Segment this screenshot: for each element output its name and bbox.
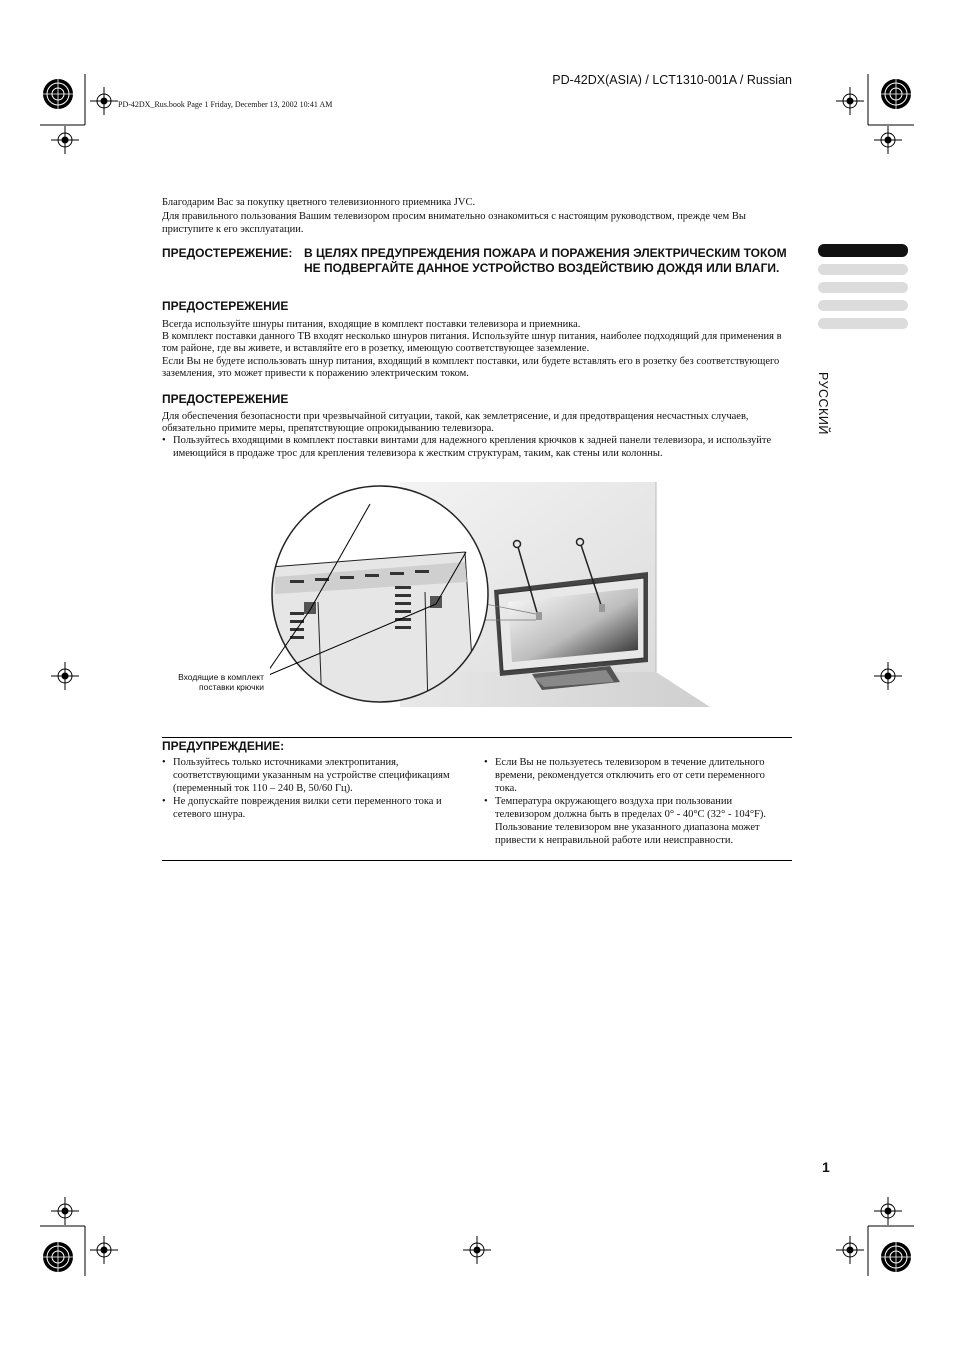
warning-item xyxy=(484,756,784,795)
warning-right-column xyxy=(484,756,784,847)
bullet-marker: • xyxy=(162,757,166,768)
book-info: PD-42DX_Rus.book Page 1 Friday, December 13, 2002 10:41 AM xyxy=(118,100,333,109)
main-caution-label: ПРЕДОСТЕРЕЖЕНИЕ: xyxy=(162,246,293,260)
page-number: 1 xyxy=(822,1159,830,1175)
language-tab[interactable] xyxy=(818,318,908,329)
caution-1-title: ПРЕДОСТЕРЕЖЕНИЕ xyxy=(162,299,289,313)
language-tab[interactable] xyxy=(818,282,908,293)
warning-text: Если Вы не пользуетесь телевизором в течение длительного времени, рекомендуется отключить его от сети переменного тока. xyxy=(495,757,765,794)
warning-bottom-rule xyxy=(162,860,792,861)
language-tab[interactable] xyxy=(818,264,908,275)
warning-item xyxy=(162,756,472,795)
warning-text: Пользуйтесь только источниками электропитания, соответствующими указанным на устройстве спецификациям (переменный ток 110 – 240 В, 50/60 Гц). xyxy=(173,757,450,794)
tv-mounting-illustration xyxy=(270,482,710,707)
warning-text: Не допускайте повреждения вилки сети переменного тока и сетевого шнура. xyxy=(173,796,442,820)
warning-item xyxy=(484,795,784,847)
caution-2-body xyxy=(162,411,794,460)
intro-line-2: Для правильного пользования Вашим телевизором просим внимательно ознакомиться с настоящим руководством, прежде чем Вы приступите к его эксплуатации. xyxy=(162,210,746,235)
warning-title: ПРЕДУПРЕЖДЕНИЕ: xyxy=(162,739,285,753)
hooks-callout: Входящие в комплект поставки крючки xyxy=(178,672,264,692)
main-caution xyxy=(162,246,794,276)
language-tab-active[interactable] xyxy=(818,244,908,257)
warning-text: Температура окружающего воздуха при пользовании телевизором должна быть в пределах 0° - 40°C (32° - 104°F). Пользование телевизором вне указанного диапазона может привести к неправильной работе или неисправности. xyxy=(495,796,767,846)
caution-1-p2: В комплект поставки данного ТВ входят несколько шнуров питания. Используйте шнур питания, наиболее подходящий для применения в том районе, где вы живете, и вставляйте его в розетку, имеющую соответствующее заземление. xyxy=(162,331,782,355)
warning-item xyxy=(162,795,472,821)
warning-left-column xyxy=(162,756,472,821)
caution-2-title: ПРЕДОСТЕРЕЖЕНИЕ xyxy=(162,392,289,406)
hook-icon xyxy=(536,612,542,620)
bullet-marker: • xyxy=(162,435,166,447)
caution-1-p3: Если Вы не будете использовать шнур питания, входящий в комплект поставки, или будете вставлять его в розетку без соответствующего заземления, это может привести к поражению электрическим током. xyxy=(162,355,780,379)
bullet-marker: • xyxy=(162,796,166,807)
bullet-marker: • xyxy=(484,796,488,807)
caution-2-bullet xyxy=(162,435,794,459)
intro xyxy=(162,196,794,237)
caution-2-p1: Для обеспечения безопасности при чрезвычайной ситуации, такой, как землетрясение, и для предотвращения несчастных случаев, обязательно примите меры, препятствующие опрокидыванию телевизора. xyxy=(162,411,749,435)
intro-line-1: Благодарим Вас за покупку цветного телевизионного приемника JVC. xyxy=(162,197,476,208)
document-id: PD-42DX(ASIA) / LCT1310-001A / Russian xyxy=(552,73,792,87)
caution-1-p1: Всегда используйте шнуры питания, входящие в комплект поставки телевизора и приемника. xyxy=(162,319,581,330)
language-tab[interactable] xyxy=(818,300,908,311)
caution-1-body xyxy=(162,319,794,380)
bullet-marker: • xyxy=(484,757,488,768)
language-label: РУССКИЙ xyxy=(816,372,830,435)
hook-icon xyxy=(599,604,605,612)
main-caution-text: В ЦЕЛЯХ ПРЕДУПРЕЖДЕНИЯ ПОЖАРА И ПОРАЖЕНИЯ ЭЛЕКТРИЧЕСКИМ ТОКОМ НЕ ПОДВЕРГАЙТЕ ДАННОЕ УСТРОЙСТВО ВОЗДЕЙСТВИЮ ДОЖДЯ ИЛИ ВЛАГИ. xyxy=(304,246,787,275)
warning-top-rule xyxy=(162,737,792,738)
caution-2-bullet-text: Пользуйтесь входящими в комплект поставки винтами для надежного крепления крючков к задней панели телевизора, и используйте имеющийся в продаже трос для крепления телевизора к жестким структурам, таким, как стены или колонны. xyxy=(173,435,772,459)
